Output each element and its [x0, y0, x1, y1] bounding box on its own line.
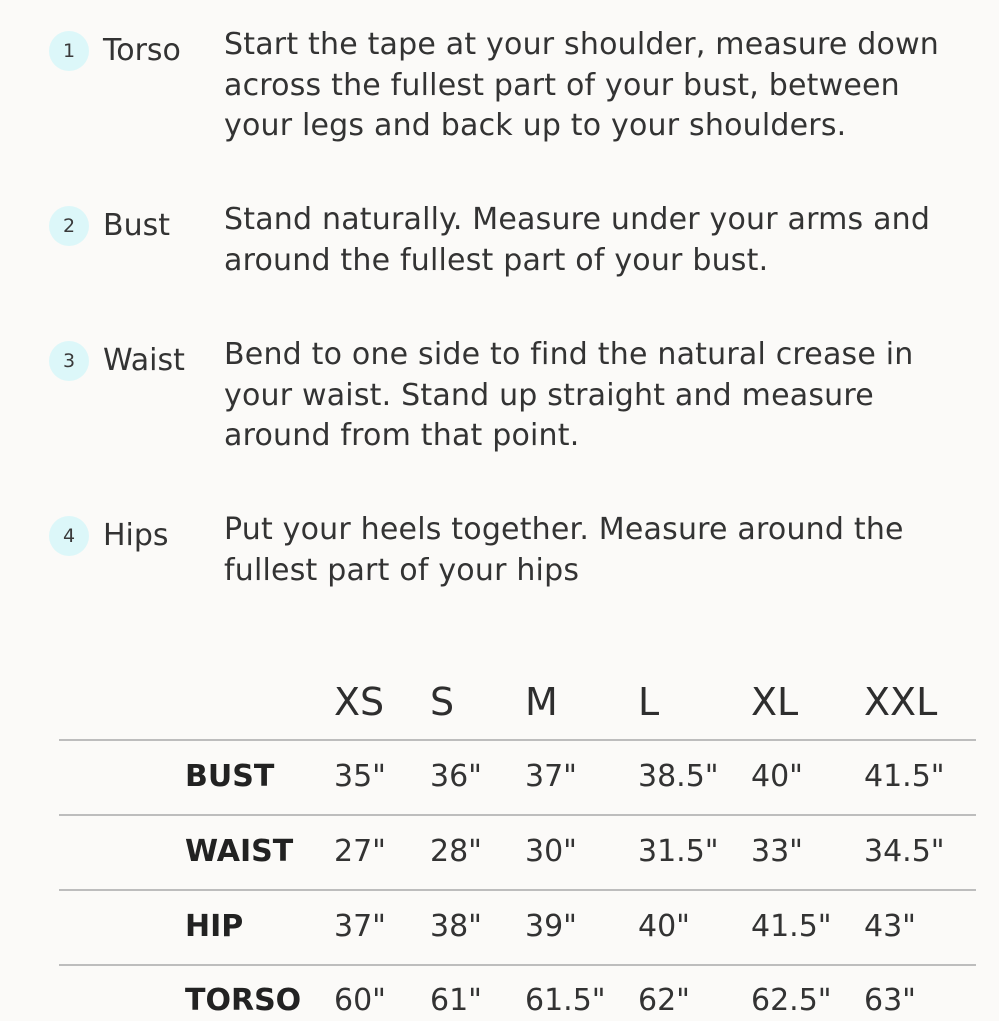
- step-label: Hips: [103, 518, 169, 553]
- table-cell: 63": [864, 983, 916, 1018]
- table-cell: 62": [638, 983, 690, 1018]
- table-cell: 33": [751, 834, 803, 869]
- step-number-badge: 2: [49, 206, 89, 246]
- step-label: Waist: [103, 343, 185, 378]
- table-cell: 31.5": [638, 834, 719, 869]
- table-divider: [59, 964, 976, 966]
- table-divider: [59, 814, 976, 816]
- step-number-badge: 1: [49, 31, 89, 71]
- table-cell: 62.5": [751, 983, 832, 1018]
- step-description: Start the tape at your shoulder, measure down across the fullest part of your bust, between your legs and back up to your shoulders.: [224, 27, 940, 143]
- table-cell: 37": [525, 759, 577, 794]
- table-cell: 38.5": [638, 759, 719, 794]
- size-header-xl: XL: [751, 680, 799, 724]
- table-cell: 30": [525, 834, 577, 869]
- table-cell: 38": [430, 909, 482, 944]
- size-header-m: M: [525, 680, 558, 724]
- table-cell: 39": [525, 909, 577, 944]
- row-label: TORSO: [185, 983, 302, 1018]
- row-label: HIP: [185, 909, 244, 944]
- size-header-s: S: [430, 680, 455, 724]
- table-cell: 61": [430, 983, 482, 1018]
- table-cell: 36": [430, 759, 482, 794]
- table-cell: 34.5": [864, 834, 945, 869]
- row-label: BUST: [185, 759, 275, 794]
- size-header-l: L: [638, 680, 660, 724]
- table-cell: 35": [334, 759, 386, 794]
- table-cell: 43": [864, 909, 916, 944]
- step-number-badge: 4: [49, 516, 89, 556]
- step-description: Stand naturally. Measure under your arms and around the fullest part of your bust.: [224, 202, 931, 278]
- step-description: Put your heels together. Measure around the fullest part of your hips: [224, 512, 904, 588]
- size-header-xxl: XXL: [864, 680, 938, 724]
- table-divider: [59, 739, 976, 741]
- table-cell: 40": [638, 909, 690, 944]
- table-cell: 27": [334, 834, 386, 869]
- size-header-xs: XS: [334, 680, 385, 724]
- table-cell: 41.5": [864, 759, 945, 794]
- table-cell: 28": [430, 834, 482, 869]
- table-cell: 37": [334, 909, 386, 944]
- row-label: WAIST: [185, 834, 294, 869]
- step-number-badge: 3: [49, 341, 89, 381]
- step-label: Bust: [103, 208, 170, 243]
- table-cell: 41.5": [751, 909, 832, 944]
- step-description: Bend to one side to find the natural crease in your waist. Stand up straight and measure around from that point.: [224, 337, 914, 453]
- step-label: Torso: [103, 33, 181, 68]
- table-cell: 60": [334, 983, 386, 1018]
- table-cell: 61.5": [525, 983, 606, 1018]
- table-divider: [59, 889, 976, 891]
- table-cell: 40": [751, 759, 803, 794]
